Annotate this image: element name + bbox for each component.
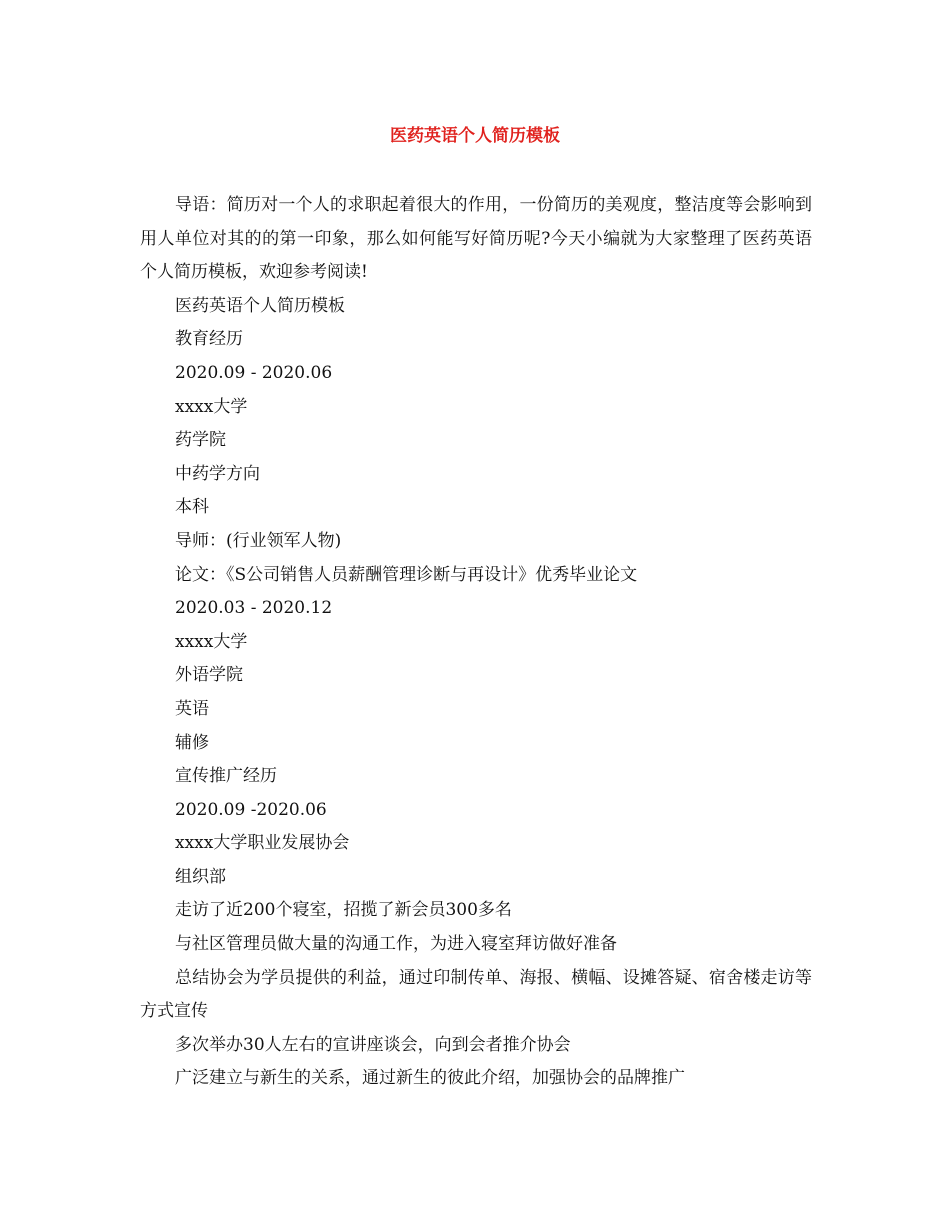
promotion-organization: xxxx大学职业发展协会 bbox=[175, 833, 350, 854]
education-period-2: 2020.03 - 2020.12 bbox=[175, 598, 333, 619]
education-school-2: xxxx大学 bbox=[175, 631, 248, 652]
promotion-period: 2020.09 -2020.06 bbox=[175, 799, 327, 820]
section-promotion: 宣传推广经历 bbox=[175, 766, 277, 787]
promotion-item-5: 广泛建立与新生的关系，通过新生的彼此介绍，加强协会的品牌推广 bbox=[175, 1068, 685, 1089]
education-college-1: 药学院 bbox=[175, 430, 226, 451]
document-title: 医药英语个人简历模板 bbox=[390, 126, 560, 146]
education-period-1: 2020.09 - 2020.06 bbox=[175, 362, 333, 383]
education-major-1: 中药学方向 bbox=[175, 463, 260, 484]
promotion-item-2: 与社区管理员做大量的沟通工作，为进入寝室拜访做好准备 bbox=[175, 934, 617, 955]
document-body bbox=[140, 189, 812, 1096]
section-education: 教育经历 bbox=[175, 329, 243, 350]
resume-heading: 医药英语个人简历模板 bbox=[175, 295, 345, 316]
promotion-department: 组织部 bbox=[175, 866, 226, 887]
promotion-item-1: 走访了近200个寝室，招揽了新会员300多名 bbox=[175, 900, 512, 921]
education-major-2: 英语 bbox=[175, 698, 209, 719]
education-degree-2: 辅修 bbox=[175, 732, 209, 753]
intro-paragraph: 导语：简历对一个人的求职起着很大的作用，一份简历的美观度，整洁度等会影响到用人单位对其的的第一印象，那么如何能写好简历呢?今天小编就为大家整理了医药英语个人简历模板，欢迎参考阅读! bbox=[140, 195, 812, 283]
promotion-item-4: 多次举办30人左右的宣讲座谈会，向到会者推介协会 bbox=[175, 1034, 571, 1055]
education-college-2: 外语学院 bbox=[175, 665, 243, 686]
education-advisor: 导师：(行业领军人物) bbox=[175, 530, 342, 551]
education-degree-1: 本科 bbox=[175, 497, 209, 518]
promotion-item-3: 总结协会为学员提供的利益，通过印制传单、海报、横幅、设摊答疑、宿舍楼走访等方式宣传 bbox=[140, 967, 812, 1022]
education-thesis: 论文：《S公司销售人员薪酬管理诊断与再设计》优秀毕业论文 bbox=[175, 564, 638, 585]
education-school-1: xxxx大学 bbox=[175, 396, 248, 417]
